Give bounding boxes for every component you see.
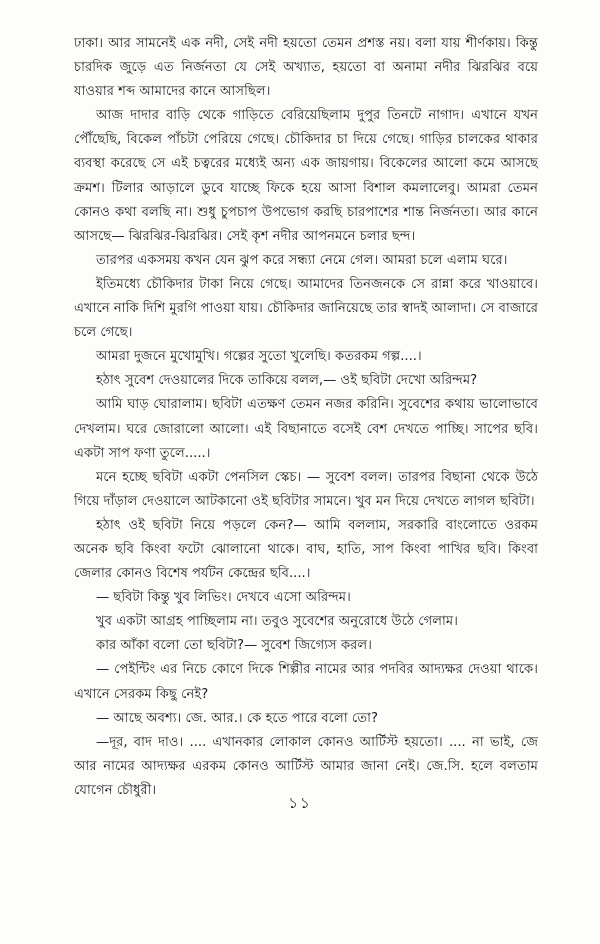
paragraph: আমি ঘাড় ঘোরালাম। ছবিটা এতক্ষণ তেমন নজর করিনি। সুবেশের কথায় ভালোভাবে দেখলাম। ঘরে জোরালো আলো। এই বিছানাতে বসেই বেশ দেখতে পাচ্ছি। সাপের ছবি। একটা সাপ ফণা তুলে.....। bbox=[74, 397, 538, 461]
body-text bbox=[74, 32, 538, 803]
paragraph: হঠাৎ ওই ছবিটা নিয়ে পড়লে কেন?— আমি বললাম, সরকারি বাংলোতে ওরকম অনেক ছবি কিংবা ফটো ঝোলানো থাকে। বাঘ, হাতি, সাপ কিংবা পাখির ছবি। কিংবা জেলার কোনও বিশেষ পর্যটন কেন্দ্রের ছবি....। bbox=[74, 517, 538, 582]
paragraph: ইতিমধ্যে চৌকিদার টাকা নিয়ে গেছে। আমাদের তিনজনকে সে রান্না করে খাওয়াবে। এখানে নাকি দিশি মুরগি পাওয়া যায়। চৌকিদার জানিয়েছে তার স্বাদই আলাদা। সে বাজারে চলে গেছে। bbox=[74, 276, 538, 341]
paragraph: আজ দাদার বাড়ি থেকে গাড়িতে বেরিয়েছিলাম দুপুর তিনটে নাগাদ। এখানে যখন পৌঁছেছি, বিকেল পাঁচটা পেরিয়ে গেছে। চৌকিদার চা দিয়ে গেছে। গাড়ির চালকের থাকার ব্যবস্থা করেছে সে এই চত্বরের মধ্যেই অন্য এক জায়গায়। বিকেলের আলো কমে আসছে ক্রমশ। টিলার আড়ালে ডুবে যাচ্ছে ফিকে হয়ে আসা বিশাল কমলালেবু। আমরা তেমন কোনও কথা বলছি না। শুধু চুপচাপ উপভোগ করছি চারপাশের শান্ত নির্জনতা। আর কানে আসছে— ঝিরঝির-ঝিরঝির। সেই কৃশ নদীর আপনমনে চলার ছন্দ। bbox=[74, 108, 538, 244]
paragraph: হঠাৎ সুবেশ দেওয়ালের দিকে তাকিয়ে বলল,— ওই ছবিটা দেখো অরিন্দম? bbox=[96, 373, 478, 389]
paragraph: মনে হচ্ছে ছবিটা একটা পেনসিল স্কেচ। — সুবেশ বলল। তারপর বিছানা থেকে উঠে গিয়ে দাঁড়াল দেওয়ালে আটকানো ওই ছবিটার সামনে। খুব মন দিয়ে দেখতে লাগল ছবিটা। bbox=[74, 469, 538, 509]
paragraph: কার আঁকা বলো তো ছবিটা?— সুবেশ জিগ্যেস করল। bbox=[96, 638, 372, 654]
page-number: ১১ bbox=[288, 794, 312, 812]
paragraph: খুব একটা আগ্রহ পাচ্ছিলাম না। তবুও সুবেশের অনুরোধে উঠে গেলাম। bbox=[96, 614, 458, 630]
paragraph: — পেইন্টিং এর নিচে কোণে দিকে শিল্পীর নামের আর পদবির আদ্যক্ষর দেওয়া থাকে। এখানে সেরকম কিছু নেই? bbox=[74, 662, 538, 702]
paragraph: — আছে অবশ্য। জে. আর.। কে হতে পারে বলো তো? bbox=[96, 710, 378, 726]
paragraph: — ছবিটা কিন্তু খুব লিভিং। দেখবে এসো অরিন্দম। bbox=[96, 590, 351, 606]
paragraph: তারপর একসময় কখন যেন ঝুপ করে সন্ধ্যা নেমে গেল। আমরা চলে এলাম ঘরে। bbox=[96, 252, 508, 268]
paragraph: ঢাকা। আর সামনেই এক নদী, সেই নদী হয়তো তেমন প্রশস্ত নয়। বলা যায় শীর্ণকায়। কিন্তু চারদিক জুড়ে এত নির্জনতা যে সেই অখ্যাত, হয়তো বা অনামা নদীর ঝিরঝির বয়ে যাওয়ার শব্দ আমাদের কানে আসছিল। bbox=[74, 36, 538, 100]
paragraph: আমরা দুজনে মুখোমুখি। গল্পের সুতো খুলেছি। কতরকম গল্প....। bbox=[96, 349, 422, 365]
paragraph: —দূর, বাদ দাও। .... এখানকার লোকাল কোনও আর্টিস্ট হয়তো। .... না ভাই, জে আর নামের আদ্যক্ষর এরকম কোনও আর্টিস্ট আমার জানা নেই। জে.সি. হলে বলতাম যোগেন চৌধুরী। bbox=[74, 734, 538, 798]
